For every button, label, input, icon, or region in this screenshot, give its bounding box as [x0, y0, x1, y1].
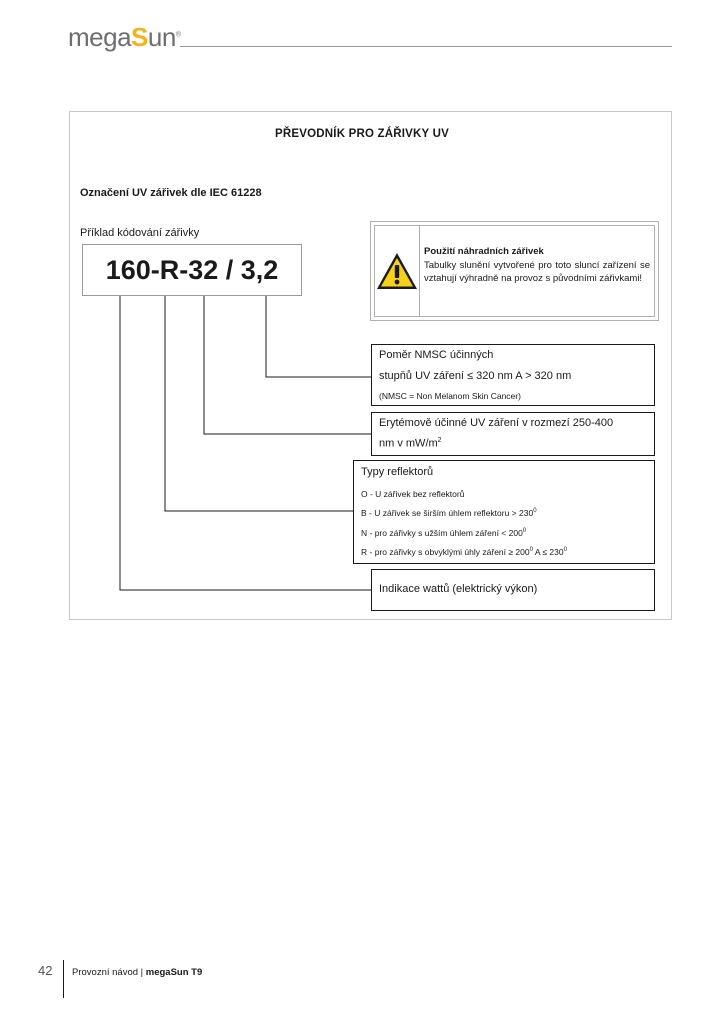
reflector-item-r-sup: 0 [529, 547, 533, 554]
footer-product: megaSun T9 [145, 967, 203, 978]
logo-mega: mega [68, 22, 132, 52]
erythema-line1: Erytémově účinné UV záření v rozmezí 250-400 [379, 417, 614, 429]
section-subtitle: Označení UV zářivek dle IEC 61228 [80, 187, 262, 199]
reflector-item-n-sup: 0 [522, 528, 527, 535]
logo-registered: ® [175, 31, 181, 39]
erythema-unit-sup: 2 [437, 437, 442, 444]
footer-divider [63, 960, 64, 998]
footer-manual: Provozní návod | [72, 967, 146, 978]
warning-title: Použití náhradních zářivek [424, 246, 544, 257]
reflector-item-b [361, 508, 537, 518]
reflector-item-r-sup2: 0 [563, 547, 567, 554]
reflector-item-n-text: N - pro zářivky s užším úhlem záření < 200 [361, 528, 523, 538]
erythema-line2 [379, 437, 442, 450]
erythema-unit: nm v mW/m [379, 437, 438, 450]
example-label: Příklad kódování zářivky [80, 227, 200, 239]
connector-erythema [204, 296, 371, 434]
connector-watts [120, 296, 371, 590]
connector-nmsc [266, 296, 371, 377]
reflector-item-o [361, 489, 464, 499]
reflector-item-r-text2: A ≤ 230 [532, 547, 564, 557]
reflectors-title: Typy reflektorů [361, 466, 434, 478]
connector-reflectors [165, 296, 353, 511]
nmsc-line3: (NMSC = Non Melanom Skin Cancer) [379, 391, 521, 401]
reflector-item-o-text: O - U zářivek bez reflektorů [361, 489, 465, 499]
nmsc-line2: stupňů UV záření ≤ 320 nm A > 320 nm [379, 370, 572, 382]
lamp-code: 160-R-32 / 3,2 [105, 254, 279, 285]
nmsc-line1: Poměr NMSC účinných [379, 349, 494, 361]
reflector-item-r-text: R - pro zářivky s obvyklými úhly záření ≥ 200 [361, 547, 530, 557]
logo-s: S [131, 22, 148, 52]
reflector-item-r [361, 547, 567, 557]
page-number: 42 [38, 963, 53, 978]
reflector-item-b-sup: 0 [533, 508, 537, 515]
footer-text [72, 967, 202, 978]
reflector-item-n [361, 528, 526, 538]
warning-body: Tabulky slunění vytvořené pro toto sluncí zařízení se vztahují výhradně na provoz s původními zářivkami! [424, 259, 650, 284]
watts-line1: Indikace wattů (elektrický výkon) [379, 583, 538, 595]
page-title: PŘEVODNÍK PRO ZÁŘIVKY UV [275, 128, 449, 140]
reflector-item-b-text: B - U zářivek se širším úhlem reflektoru > 230 [361, 508, 534, 518]
logo-un: un [147, 22, 176, 52]
